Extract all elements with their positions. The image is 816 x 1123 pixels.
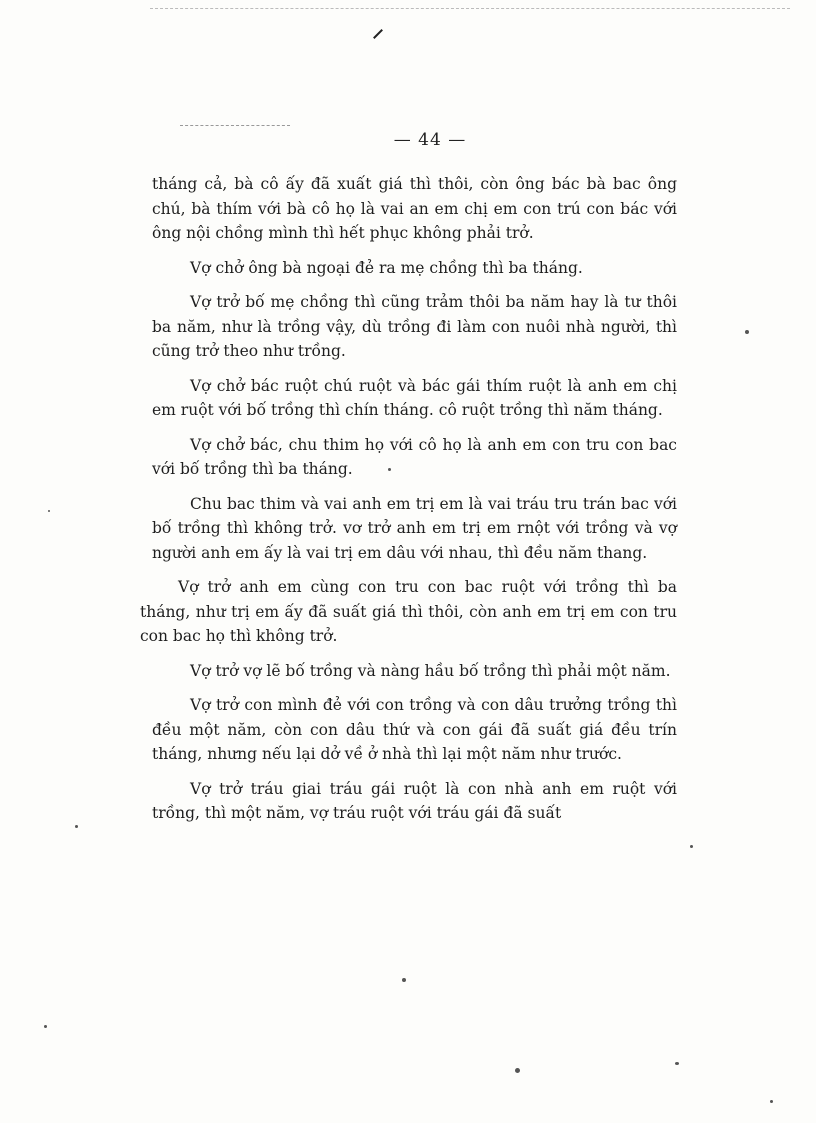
speck	[75, 825, 78, 828]
paragraph-2: Vợ chở ông bà ngoại đẻ ra mẹ chồng thì ba tháng.	[190, 258, 583, 277]
paragraph-6: Chu bac thim và vai anh em trị em là vai tráu tru trán bac với bố trồng thì không trở. vơ trở anh em trị em rnột với trồng và vợ người anh em ấy là vai trị em dâu với nhau, thì đều năm thang.	[152, 494, 677, 562]
speck	[690, 845, 693, 848]
top-edge-speckle	[150, 8, 790, 10]
speck	[675, 1062, 679, 1065]
speck	[515, 1068, 520, 1073]
paragraph-8: Vợ trở vợ lẽ bố trồng và nàng hầu bố trồng thì phải một năm.	[190, 661, 671, 680]
speck	[402, 978, 406, 982]
paragraph-1: tháng cả, bà cô ấy đã xuất giá thì thôi, còn ông bác bà bac ông chú, bà thím với bà cô họ là vai an em chị em con trú con bác với ông nội chồng mình thì hết phục không phải trở.	[152, 175, 677, 242]
paragraph-7: Vợ trở anh em cùng con tru con bac ruột với trồng thì ba tháng, như trị em ấy đã suất giá thì thôi, còn anh em trị em con tru con bac họ thì không trở.	[140, 578, 677, 645]
paragraph-5: Vợ chở bác, chu thim họ với cô họ là anh em con tru con bac với bố trồng thì ba tháng.	[152, 435, 677, 478]
smudge-line	[180, 125, 290, 127]
page-number: — 44 —	[393, 130, 467, 150]
body-text	[140, 172, 677, 836]
paragraph-9: Vợ trở con mình đẻ với con trồng và con dâu trưởng trồng thì đều một năm, còn con dâu thứ và con gái đã suất giá đều trín tháng, nhưng nếu lại dở về ở nhà thì lại một năm như trước.	[152, 696, 677, 763]
speck	[388, 468, 391, 471]
paragraph-3: Vợ trở bố mẹ chồng thì cũng trảm thôi ba năm hay là tư thôi ba năm, như là trồng vậy, dù trồng đi làm con nuôi nhà người, thì cũng trở theo như trồng.	[152, 293, 677, 360]
speck	[745, 330, 749, 334]
paragraph-10: Vợ trở tráu giai tráu gái ruột là con nhà anh em ruột với trồng, thì một năm, vợ tráu ruột với tráu gái đã suất	[152, 779, 677, 822]
speck	[48, 510, 50, 512]
speck	[770, 1100, 773, 1103]
paragraph-4: Vợ chở bác ruột chú ruột và bác gái thím ruột là anh em chị em ruột với bố trồng thì chín tháng. cô ruột trồng thì năm tháng.	[152, 376, 677, 419]
ink-mark	[373, 29, 383, 39]
speck	[44, 1025, 47, 1028]
